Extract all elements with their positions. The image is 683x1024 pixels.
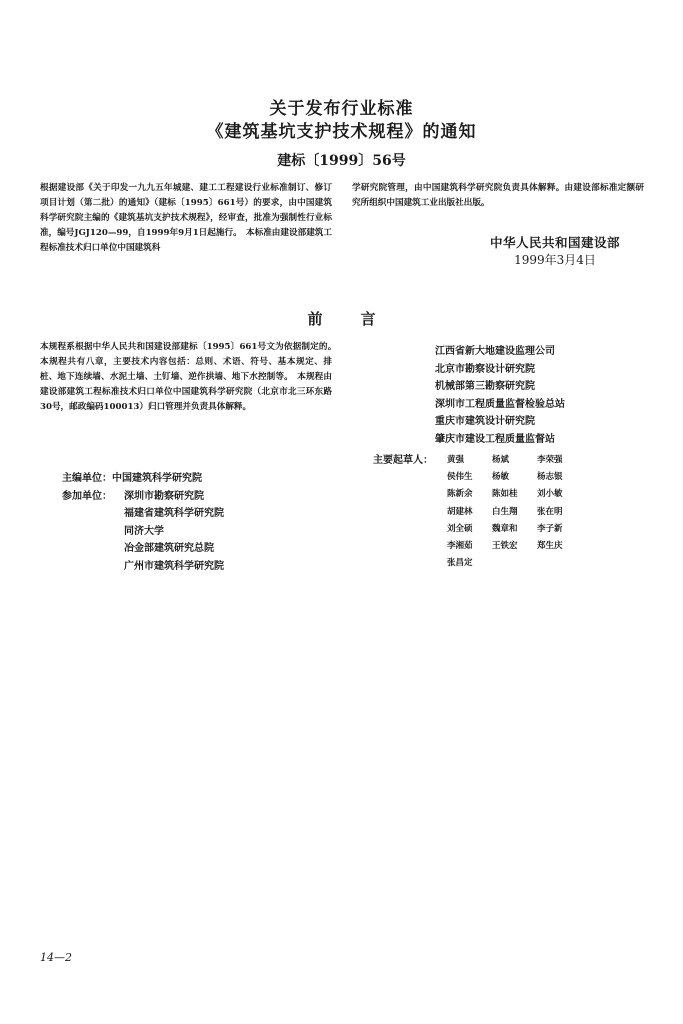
drafter-name: 陈新余 (447, 489, 473, 500)
drafter-name: 张在明 (537, 506, 563, 517)
drafter-name: 杨斌 (492, 455, 510, 465)
drafters-row (447, 505, 582, 522)
participant-unit: 重庆市建筑设计研究院 (435, 416, 535, 428)
participating-units-header (62, 488, 204, 506)
chief-editor-unit (62, 470, 202, 488)
page-number: 14—2 (40, 951, 72, 964)
participant-unit: 福建省建筑科学研究院 (124, 508, 224, 519)
issuing-authority: 中华人民共和国建设部 (489, 235, 620, 250)
drafter-name: 刘全硕 (447, 523, 473, 534)
notice-title-line2: 《建筑基坑支护技术规程》的通知 (206, 122, 477, 142)
drafter-name: 李湘茹 (447, 540, 473, 551)
participant-unit: 深圳市工程质量监督检验总站 (435, 398, 565, 410)
drafter-name: 魏章和 (492, 523, 518, 534)
drafter-name: 李子新 (537, 523, 563, 534)
participating-units-list-right (435, 343, 565, 449)
drafter-name: 李荣强 (537, 455, 563, 465)
drafter-name: 侯伟生 (447, 472, 473, 483)
chief-editor-name: 中国建筑科学研究院 (112, 473, 202, 484)
participant-unit: 江西省新大地建设监理公司 (435, 346, 555, 357)
drafter-name: 杨志银 (537, 472, 563, 483)
participant-unit: 机械部第三勘察研究院 (435, 381, 535, 393)
drafter-name: 刘小敏 (537, 489, 563, 500)
drafters-row (447, 470, 582, 487)
document-number: 建标〔1999〕56号 (277, 153, 406, 169)
drafters-row (447, 556, 582, 573)
drafters-row (447, 539, 582, 556)
notice-title-line1: 关于发布行业标准 (269, 99, 414, 119)
drafter-name: 胡建林 (447, 506, 473, 517)
participant-unit: 北京市勘察设计研究院 (435, 363, 535, 375)
participant-unit: 肇庆市建设工程质量监督站 (435, 433, 555, 445)
preface-heading: 前言 (307, 310, 414, 328)
drafters-row (447, 453, 582, 470)
drafter-name: 杨敏 (492, 472, 510, 483)
drafters-row (447, 487, 582, 504)
drafter-name: 王铁宏 (492, 540, 518, 551)
drafter-name: 白生翔 (492, 506, 518, 517)
participating-units-list (124, 505, 224, 575)
notice-body-right: 学研究院管理，由中国建筑科学研究院负责具体解释。由建设部标准定额研究所组织中国建筑工业出版社出版。 (352, 183, 644, 208)
chief-editor-label: 主编单位： (62, 473, 112, 484)
issue-date: 1999年3月4日 (514, 253, 596, 267)
participant-unit: 广州市建筑科学研究院 (124, 560, 224, 572)
drafters-grid (447, 453, 582, 573)
preface-body: 本规程系根据中华人民共和国建设部建标〔1995〕661号文为依据制定的。 本规程共有八章，主要技术内容包括：总则、术语、符号、基本规定、排桩、地下连续墙、水泥土墙、土钉墙、逆作拱墙、地下水控制等。 本规程由建设部建筑工程标准技术归口单位中国建筑科学研究院（北京市北三环东路30号，邮政编码100013）归口管理并负责具体解释。 (40, 342, 341, 412)
drafters-label: 主要起草人： (373, 455, 433, 466)
drafters-row (447, 522, 582, 539)
participant-unit: 冶金部建筑研究总院 (124, 543, 214, 555)
drafter-name: 陈如桂 (492, 489, 518, 500)
drafter-name: 黄强 (447, 455, 465, 465)
drafter-name: 郑生庆 (537, 540, 563, 551)
notice-body-left: 根据建设部《关于印发一九九五年城建、建工工程建设行业标准制订、修订项目计划（第二批）的通知》（建标〔1995〕661号）的要求，由中国建筑科学研究院主编的《建筑基坑支护技术规程》，经审查，批准为强制性行业标准，编号JGJ120—99，自1999年9月1日起施行。 本标准由建设部建筑工程标准技术归口单位中国建筑科 (40, 183, 332, 253)
participants-label: 参加单位： (62, 491, 112, 502)
participant-unit: 深圳市勘察研究院 (124, 491, 204, 502)
participant-unit: 同济大学 (124, 525, 164, 537)
drafter-name: 张昌定 (447, 558, 473, 569)
